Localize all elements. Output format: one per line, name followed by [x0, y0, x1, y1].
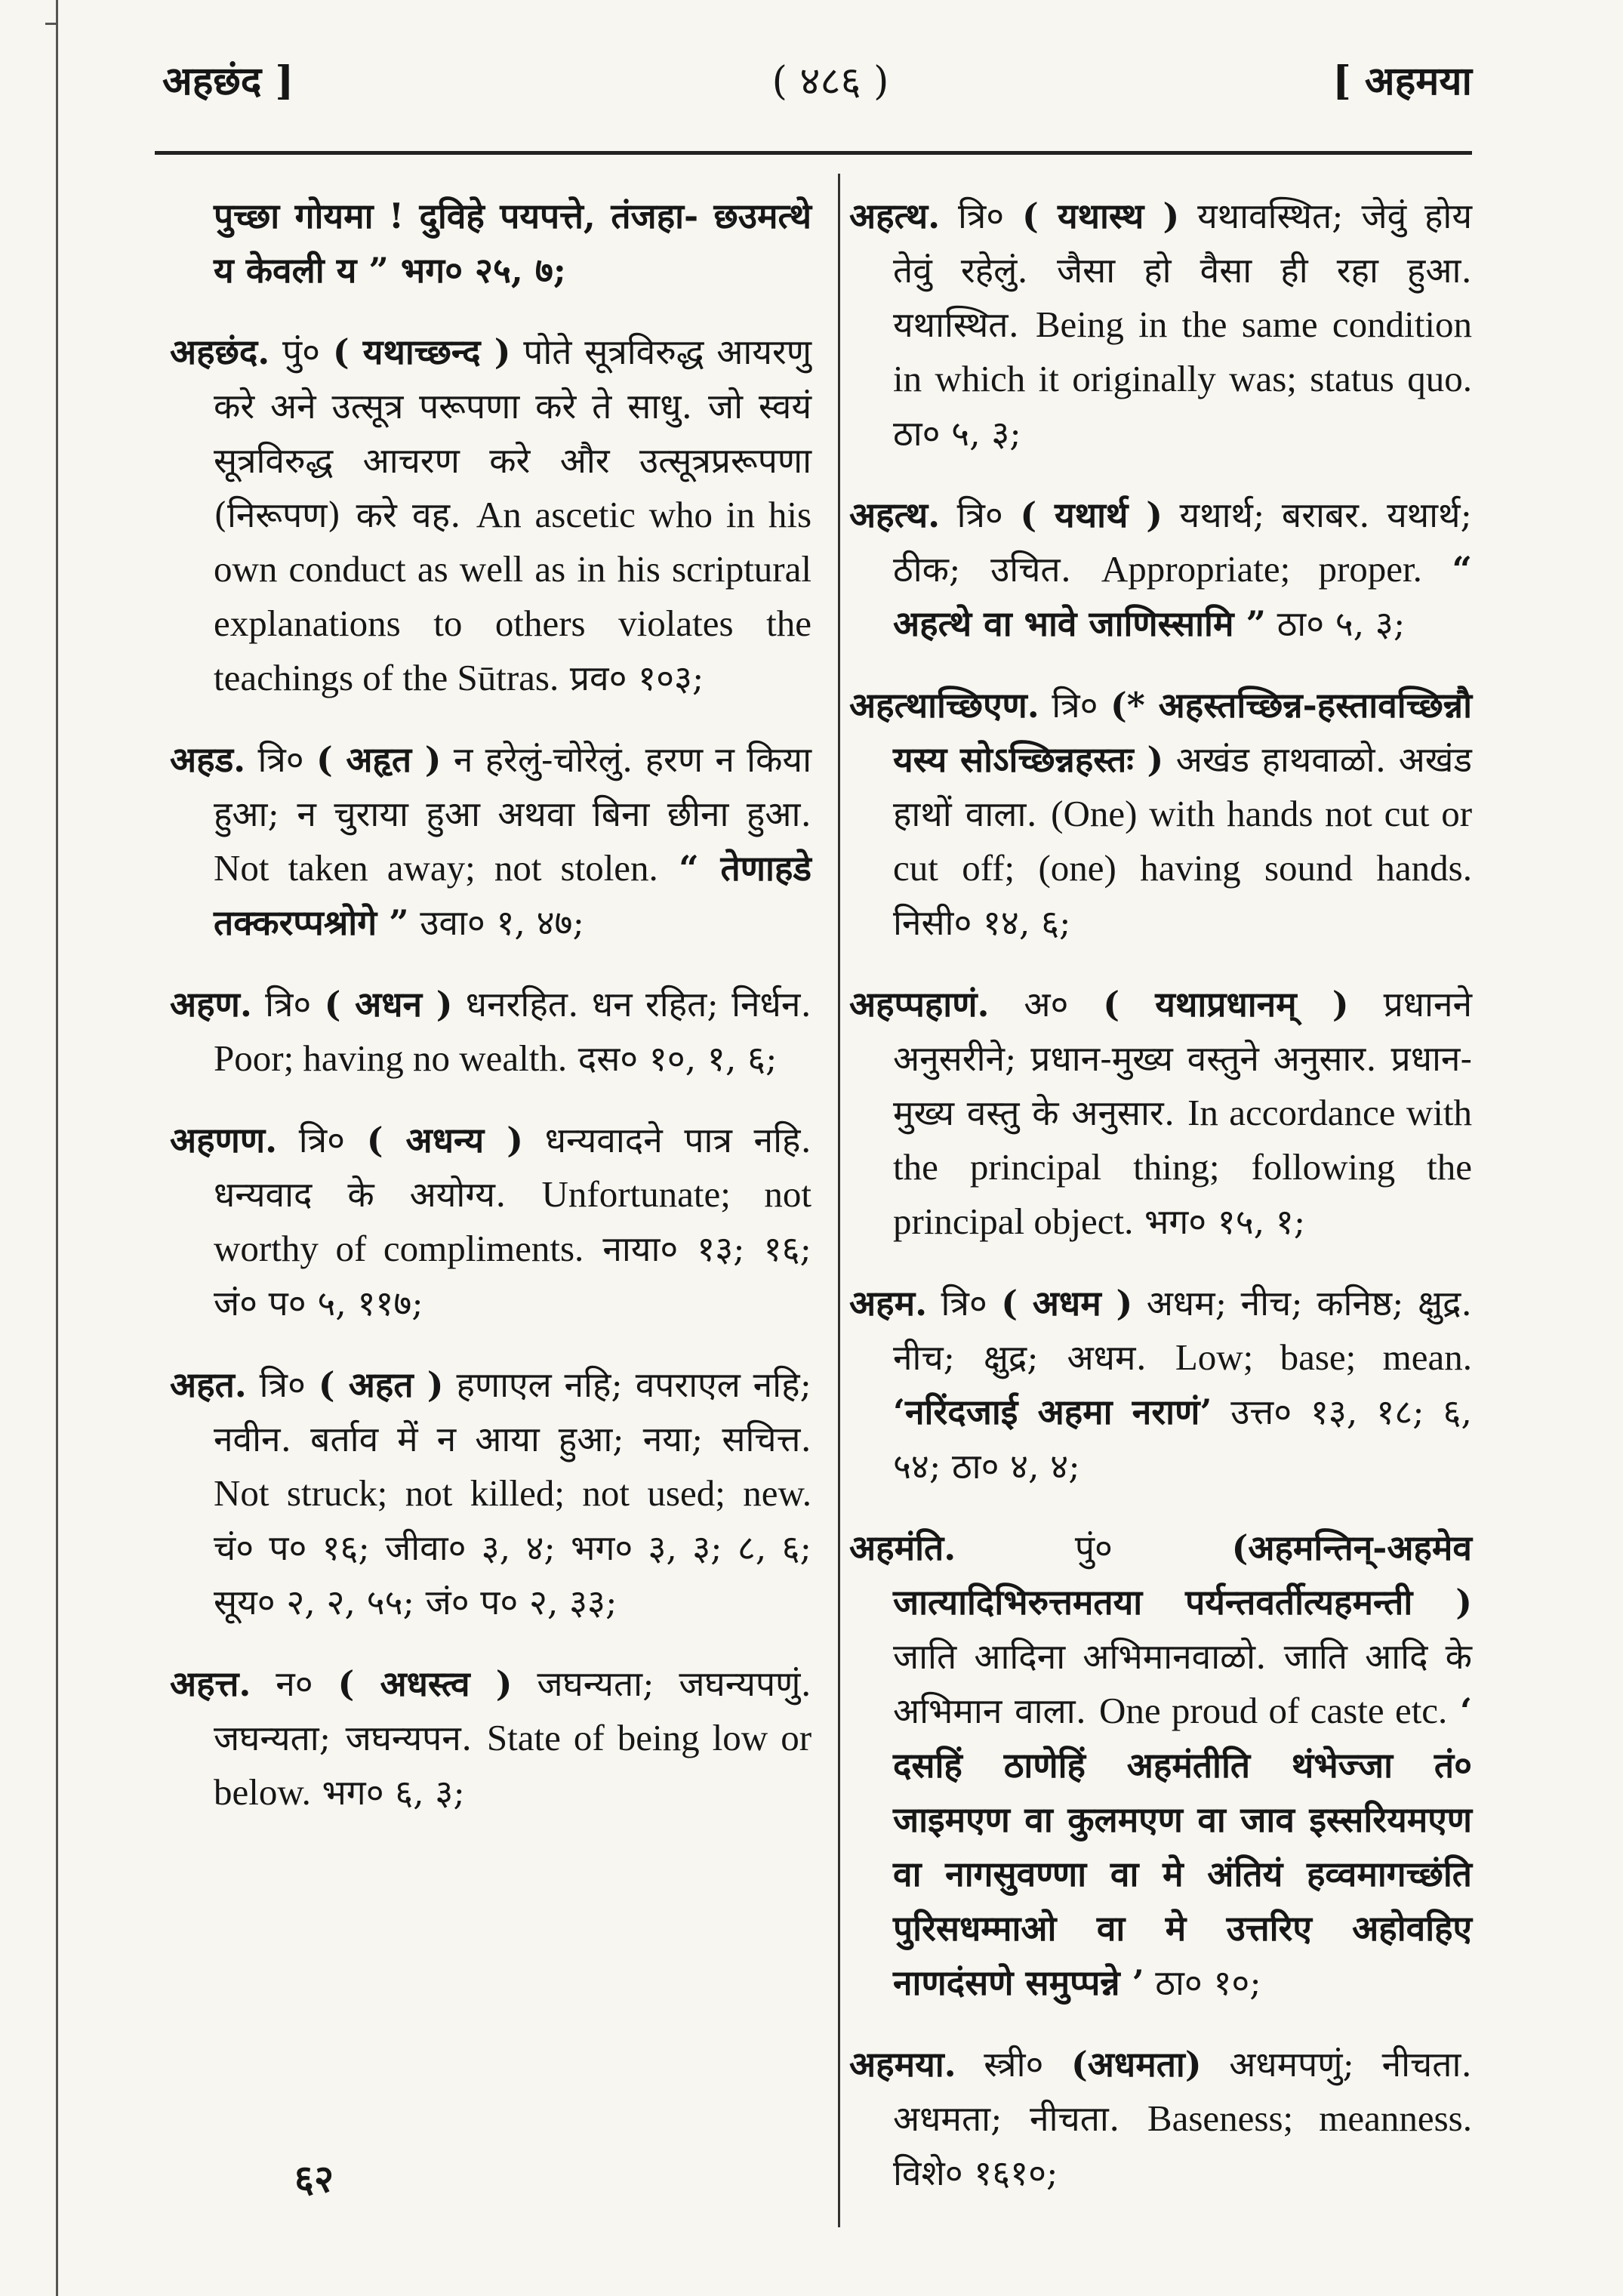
dictionary-entry: [170, 1113, 812, 1330]
dictionary-entry: [849, 189, 1472, 461]
entry-headword: अहम.: [849, 1283, 928, 1324]
entry-headword: अहत्थाच्छिएण.: [849, 685, 1039, 726]
entry-category: त्रि०: [957, 196, 1005, 236]
entry-headword: अहप्पहाणं.: [849, 984, 990, 1025]
entry-headword: अहण.: [170, 984, 252, 1025]
entry-english: Not taken away; not stolen.: [214, 847, 658, 889]
entry-english: State of being low or below.: [214, 1717, 812, 1813]
entry-headword: अहमंति.: [849, 1527, 956, 1568]
entry-english: Not struck; not killed; not used; new.: [214, 1472, 812, 1514]
entry-definition: जाति आदिना अभिमानवाळो. जाति आदि के अभिमान वाला.: [893, 1636, 1472, 1731]
entry-category: त्रि०: [259, 1364, 306, 1405]
dictionary-entry: [849, 1276, 1472, 1493]
entry-definition: न हरेलुं-चोरेलुं. हरण न किया हुआ; न चुराया हुआ अथवा बिना छीना हुआ.: [214, 739, 812, 834]
entry-headword: अहत्त.: [170, 1663, 251, 1704]
entry-category: पुं०: [1074, 1527, 1113, 1568]
header-rule: [155, 151, 1472, 155]
entry-definition: अधमपणुं; नीचता. अधमता; नीचता.: [893, 2044, 1473, 2139]
entry-definition: अधम; नीच; कनिष्ठ; क्षुद्र. नीच; क्षुद्र; अधम.: [893, 1283, 1473, 1378]
entry-references: दस० १०, १, ६;: [577, 1038, 778, 1079]
entry-sanskrit: ( यथाच्छन्द ): [332, 331, 511, 372]
entry-definition: प्रधानने अनुसरीने; प्रधान-मुख्य वस्तुने अनुसार. प्रधान-मुख्य वस्तु के अनुसार.: [893, 984, 1473, 1133]
entry-headword: अहत्थ.: [849, 196, 941, 236]
entry-category: अ०: [1024, 984, 1069, 1025]
dictionary-entry: [170, 325, 812, 705]
entry-category: स्त्री०: [984, 2044, 1044, 2085]
entry-english: Low; base; mean.: [1175, 1336, 1472, 1378]
continuation-quote: [170, 189, 812, 297]
entry-definition: धन्यवादने पात्र नहि. धन्यवाद के अयोग्य.: [214, 1120, 812, 1215]
entry-headword: अहमया.: [849, 2044, 956, 2085]
entry-quote: ‘नरिंदजाई अहमा नराणं’: [893, 1391, 1212, 1432]
entry-category: त्रि०: [941, 1283, 987, 1324]
entry-sanskrit: (* अहस्तच्छिन्न-हस्तावच्छिन्नौ यस्य सोऽच्छिन्नहस्तः ): [893, 685, 1472, 780]
dictionary-entry: [849, 488, 1472, 651]
entry-definition: यथावस्थित; जेवुं होय तेवुं रहेलुं. जैसा हो वैसा ही रहा हुआ. यथास्थित.: [893, 196, 1473, 345]
binding-mark: [45, 23, 56, 25]
entry-headword: अहणण.: [170, 1120, 278, 1160]
left-column: [170, 189, 812, 1847]
entry-english: Being in the same condition in which it originally was; status quo.: [893, 304, 1472, 399]
entry-sanskrit: ( यथास्थ ): [1021, 196, 1180, 236]
entry-sanskrit: ( अहत ): [318, 1364, 444, 1405]
entry-sanskrit: (अधमता): [1071, 2044, 1202, 2085]
entry-category: त्रि०: [956, 495, 1003, 535]
entry-references: ठा० ५, ३;: [1277, 603, 1406, 644]
entry-definition: अखंड हाथवाळो. अखंड हाथों वाला.: [893, 739, 1472, 834]
entry-references: चं० प० १६; जीवा० ३, ४; भग० ३, ३; ८, ६; सूय० २, २, ५५; जं० प० २, ३३;: [214, 1527, 812, 1623]
entry-references: भग० ६, ३;: [322, 1772, 465, 1813]
entry-english: Poor; having no wealth.: [214, 1037, 568, 1079]
entry-headword: अहत.: [170, 1364, 247, 1405]
entry-headword: अहत्थ.: [849, 495, 941, 535]
dictionary-entry: [849, 977, 1472, 1249]
entry-references: ठा० १०;: [1155, 1962, 1261, 2003]
entry-headword: अहछंद.: [170, 331, 270, 372]
dictionary-entry: [170, 977, 812, 1086]
running-head-right: [ अहमया: [1332, 58, 1472, 104]
entry-english: Unfortunate; not worthy of compliments.: [214, 1173, 812, 1269]
entry-definition: पोते सूत्रविरुद्ध आयरणु करे अने उत्सूत्र परूपणा करे ते साधु. जो स्वयं सूत्रविरुद्ध आचरण करे और उत्सूत्रप्ररूपणा (निरूपण) करे वह.: [214, 331, 812, 535]
entry-category: त्रि०: [257, 739, 304, 780]
entry-sanskrit: ( यथार्थ ): [1020, 495, 1163, 535]
dictionary-entry: [849, 2037, 1472, 2200]
column-divider: [838, 174, 840, 2227]
dictionary-entry: [170, 732, 812, 950]
entry-english: Appropriate; proper.: [1101, 548, 1422, 590]
entry-category: त्रि०: [1052, 685, 1098, 726]
entry-definition: हणाएल नहि; वपराएल नहि; नवीन. बर्ताव में न आया हुआ; नया; सचित्त.: [214, 1364, 812, 1459]
dictionary-entry: [849, 1521, 1472, 2010]
entry-english: (One) with hands not cut or cut off; (one) having sound hands.: [893, 793, 1473, 889]
running-head-left: अहछंद ]: [162, 58, 294, 104]
entry-sanskrit: ( अहृत ): [316, 739, 442, 780]
entry-definition: जघन्यता; जघन्यपणुं. जघन्यता; जघन्यपन.: [214, 1663, 812, 1758]
entry-category: त्रि०: [298, 1120, 346, 1160]
entry-english: Baseness; meanness.: [1147, 2097, 1473, 2139]
entry-sanskrit: ( अधस्त्व ): [337, 1663, 513, 1704]
dictionary-entry: [849, 678, 1472, 950]
entry-category: न०: [276, 1663, 313, 1704]
entry-references: निसी० १४, ६;: [893, 902, 1071, 943]
entry-english: One proud of caste etc.: [1098, 1690, 1448, 1731]
signature-mark: ६२: [294, 2156, 334, 2201]
entry-sanskrit: ( अधम ): [1001, 1283, 1133, 1324]
entry-headword: अहड.: [170, 739, 246, 780]
entry-sanskrit: ( यथाप्रधानम् ): [1103, 984, 1349, 1025]
entry-references: नाया० १३; १६; जं० प० ५, ११७;: [214, 1228, 812, 1324]
entry-category: पुं०: [282, 331, 321, 372]
right-column: [849, 189, 1472, 2227]
entry-quote: “ तेणाहडे तक्करप्पश्रोगे ”: [214, 848, 812, 943]
entry-references: उत्त० १३, १८; ६, ५४; ठा० ४, ४;: [893, 1391, 1473, 1487]
entry-quote: “ अहत्थे वा भावे जाणिस्सामि ”: [893, 549, 1473, 644]
entry-sanskrit: ( अधन्य ): [366, 1120, 524, 1160]
entry-sanskrit: ( अधन ): [324, 984, 453, 1025]
entry-definition: यथार्थ; बराबर. यथार्थ; ठीक; उचित.: [893, 495, 1472, 590]
entry-references: भग० १५, १;: [1144, 1201, 1306, 1242]
dictionary-entry: [170, 1657, 812, 1820]
entry-references: ठा० ५, ३;: [893, 413, 1021, 454]
binding-margin-line: [56, 0, 58, 2296]
entry-english: An ascetic who in his own conduct as well as in his scriptural explanations to others violates the teachings of the Sūtras.: [214, 494, 812, 698]
entry-quote: ‘ दसहिं ठाणेहिं अहमंतीति थंभेज्जा तं० जाइमएण वा कुलमएण वा जाव इस्सरियमएण वा नागसुवण्णा वा मे अंतियं हव्वमागच्छंति पुरिसधम्माओ वा मे उत्तरिए अहोवहिए नाणदंसणे समुप्पन्ने ’: [893, 1690, 1473, 2003]
page-number: ( ४८६ ): [771, 59, 889, 104]
entry-references: उवा० १, ४७;: [420, 902, 584, 943]
entry-definition: धनरहित. धन रहित; निर्धन.: [465, 984, 812, 1025]
dictionary-entry: [170, 1358, 812, 1629]
entry-sanskrit: (अहमन्तिन्-अहमेव जात्यादिभिरुत्तमतया पर्यन्तवर्तीत्यहमन्ती ): [893, 1527, 1472, 1623]
entry-category: त्रि०: [265, 984, 312, 1025]
entry-english: In accordance with the principal thing; following the principal object.: [893, 1092, 1473, 1242]
continuation-text: पुच्छा गोयमा ! दुविहे पयपत्ते, तंजहा- छउमत्थे य केवली य ” भग० २५, ७;: [214, 196, 812, 291]
entry-references: विशे० १६१०;: [893, 2153, 1058, 2193]
entry-references: प्रव० १०३;: [569, 658, 704, 698]
